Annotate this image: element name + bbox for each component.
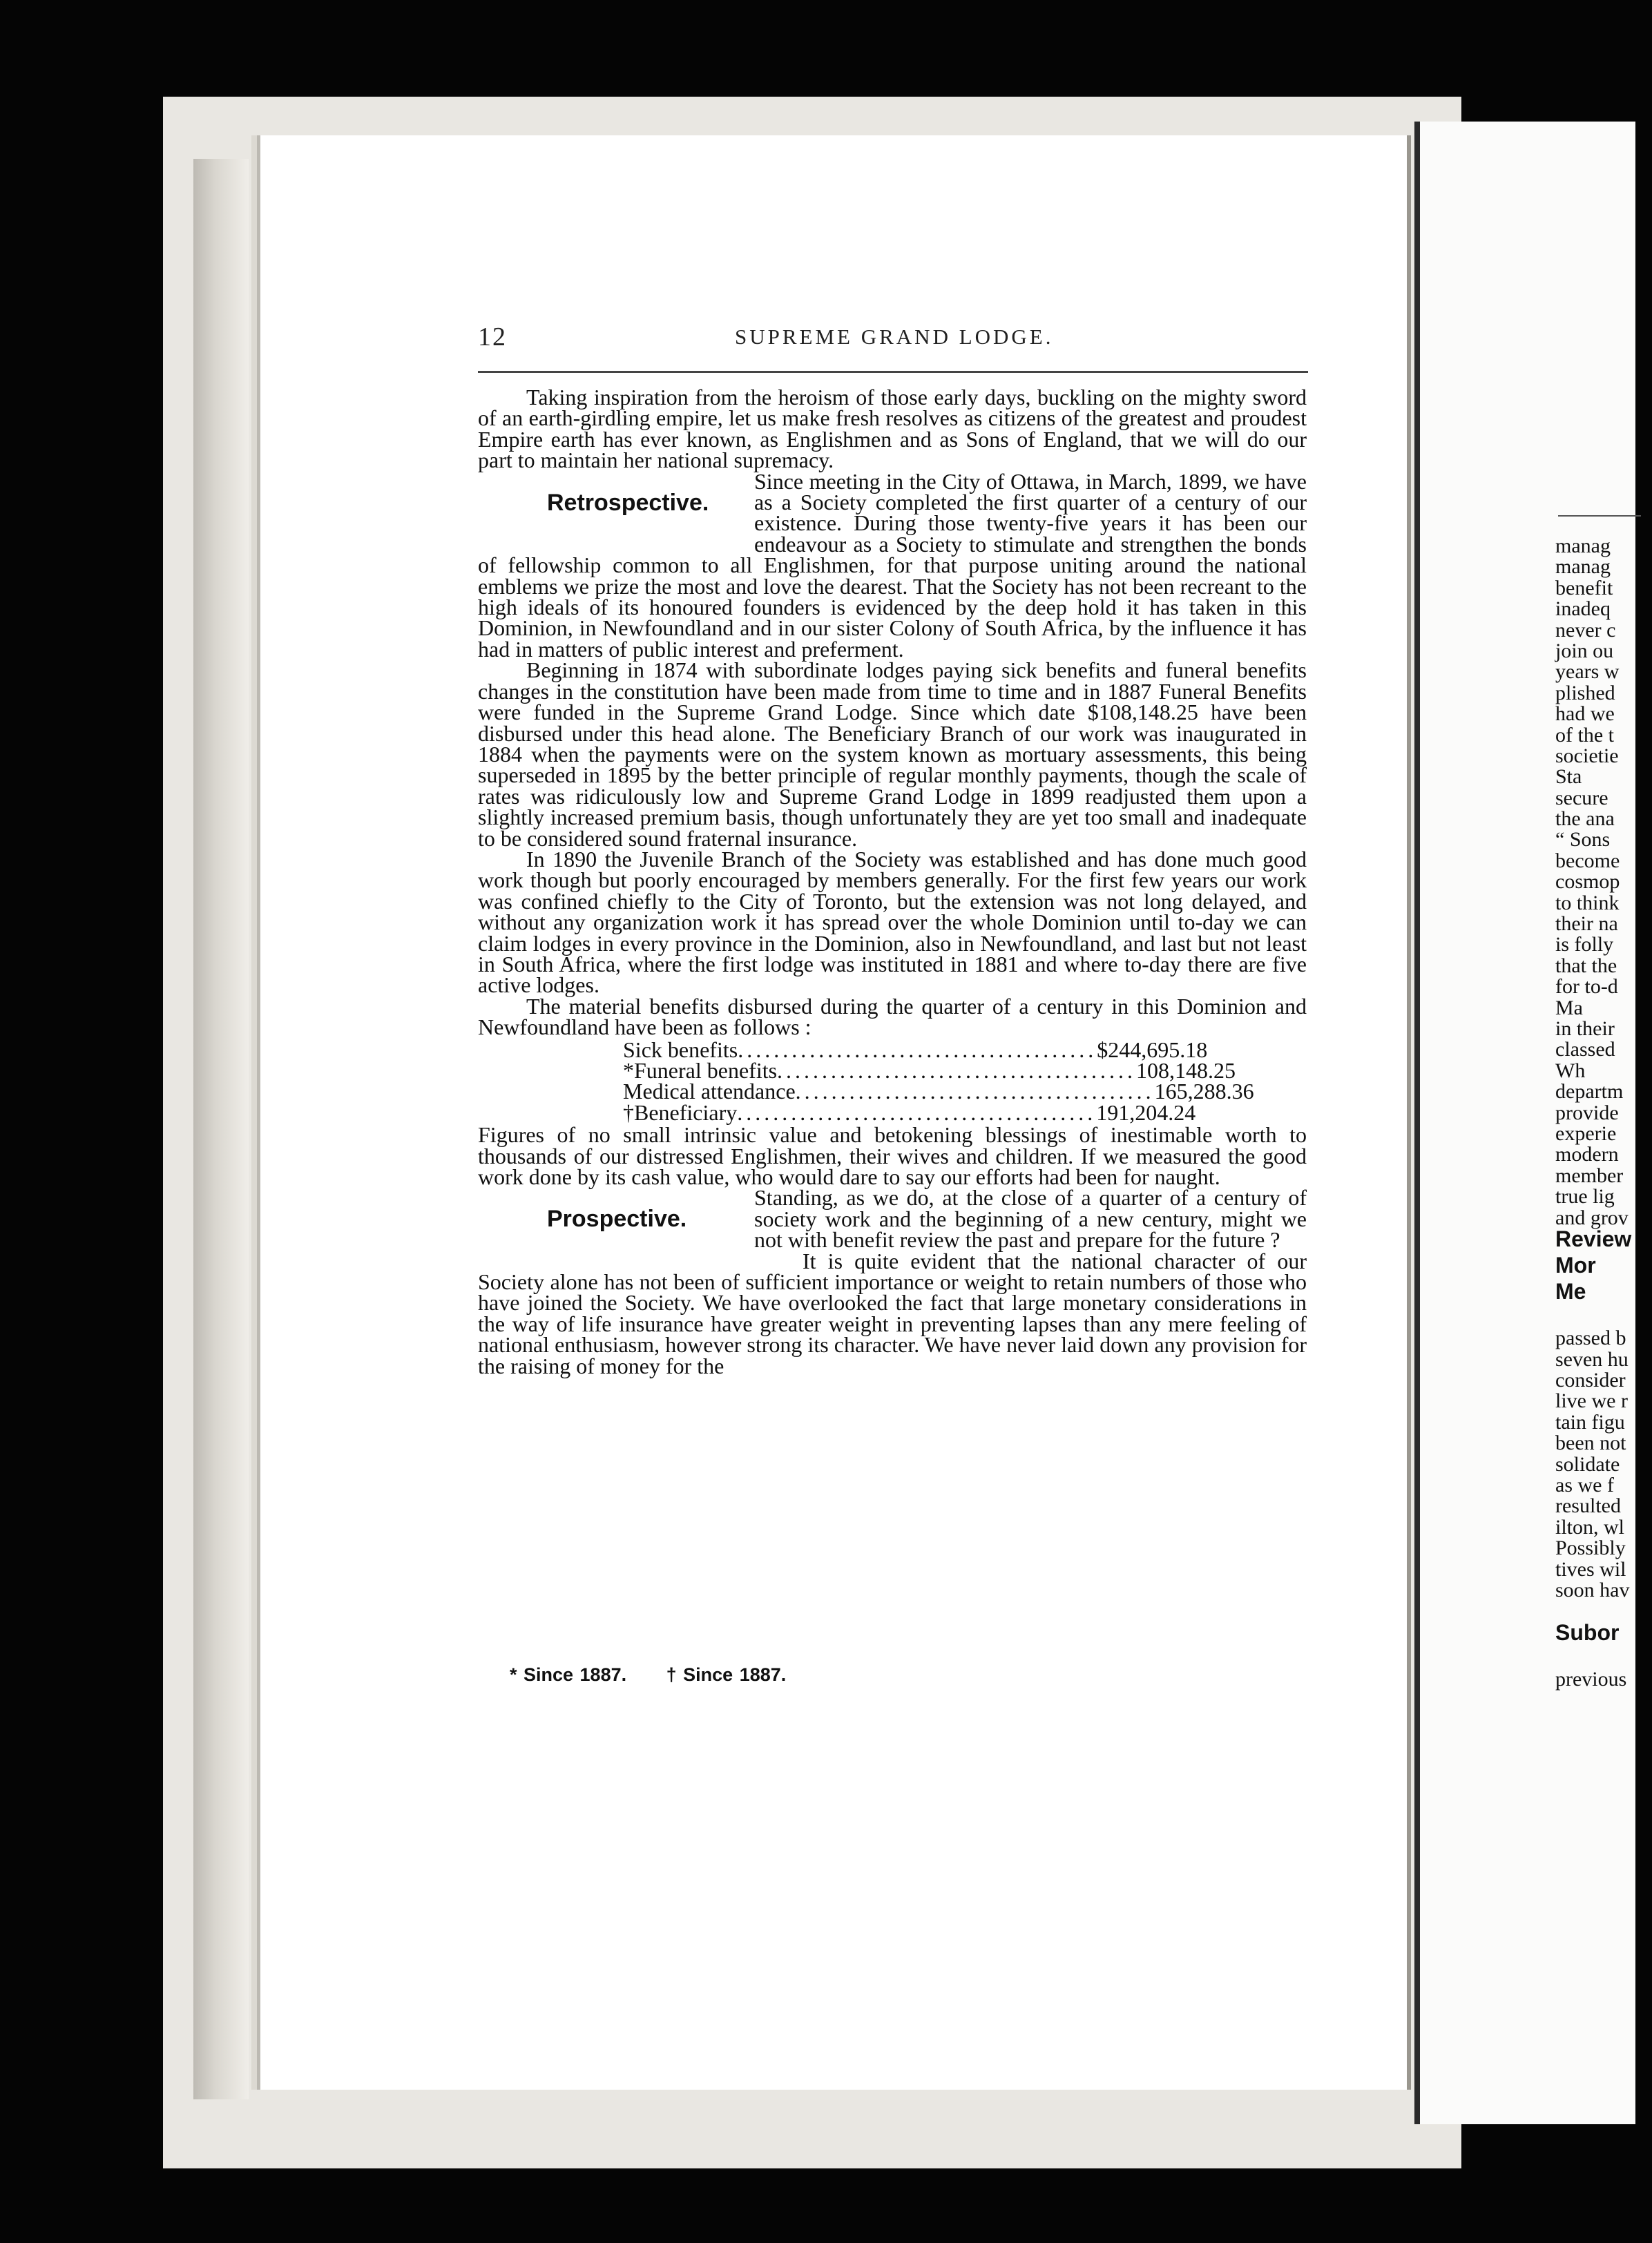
retrospective-paragraph-4: The material benefits disbursed during the quarter of a century in this Dominion and Newfoundland have been as follows : [478, 993, 1307, 1040]
facing-line-fragment: and grov [1555, 1206, 1629, 1229]
footnote-beneficiary: † Since 1887. [666, 1664, 787, 1685]
facing-line-fragment: Sta [1555, 765, 1582, 789]
prospective-paragraph-1 [478, 1185, 1307, 1253]
facing-line-fragment: resulted [1555, 1494, 1621, 1518]
book-binding-edge [193, 159, 249, 2099]
facing-line-fragment: Possibly [1555, 1537, 1626, 1560]
facing-line-fragment: plished [1555, 681, 1615, 704]
retrospective-paragraph-3: In 1890 the Juvenile Branch of the Society was established and has done much good work though but poorly encouraged by members generally. For the first few years our work was confined chiefly to the City of Toronto, but the extension was not long delayed, and without any organization work it has spread over the whole Dominion until to-day we can claim lodges in every province in the Dominion, also in Newfoundland, and last but not least in South Africa, where the first lodge was instituted in 1881 and where to-day there are five active lodges. [478, 846, 1307, 998]
facing-line-fragment: to think [1555, 891, 1620, 914]
facing-line-fragment [1555, 1601, 1652, 1621]
facing-line-fragment: soon hav [1555, 1578, 1630, 1601]
facing-line-fragment: passed b [1555, 1327, 1626, 1350]
prospective-paragraph-1-text: Standing, as we do, at the close of a quarter of a century of society work and the beginning of a new century, might we not with benefit review the past and prepare for the future ? [754, 1185, 1307, 1253]
intro-paragraph: Taking inspiration from the heroism of those early days, buckling on the mighty sword of an earth-girdling empire, let us make fresh resolves as citizens of the greatest and proudest Empire earth has ever known, as Englishmen and as Sons of England, that we will do our part to maintain her national supremacy. [478, 385, 1307, 473]
facing-line-fragment: modern [1555, 1143, 1619, 1166]
facing-line-fragment: seven hu [1555, 1347, 1629, 1371]
page-header [478, 322, 1316, 363]
facing-line-fragment: is folly [1555, 933, 1614, 956]
retrospective-paragraph-1-text: Since meeting in the City of Ottawa, in March, 1899, we have as a Society completed the first quarter of a century of our existence. During those twenty-five years it has been our endeavour as a Society to stimulate and strengthen the bonds of fellowship common to all Englishmen, for that purpose uniting around the national emblems we prize the most and love the dearest. That the Society has not been recreant to the high ideals of its honoured founders is evidenced by the deep hold it has taken in this Dominion, in Newfoundland and in our sister Colony of South Africa, by the influence it has had in matters of public interest and preferment. [478, 468, 1307, 662]
footnotes [510, 1664, 819, 1686]
retrospective-paragraph-5: Figures of no small intrinsic value and betokening blessings of inestimable worth to thousands of our distressed Englishmen, their wives and children. If we measured the good work done by its cash value, who would dare to say our efforts had been for naught. [478, 1122, 1307, 1190]
facing-line-fragment: member [1555, 1164, 1624, 1187]
running-head: SUPREME GRAND LODGE. [735, 325, 1054, 349]
facing-line-fragment: their na [1555, 912, 1618, 936]
facing-line-fragment: that the [1555, 954, 1617, 977]
benefit-label: Medical attendance [623, 1079, 796, 1104]
benefit-value: 108,148.25 [1136, 1058, 1236, 1083]
benefit-label: †Beneficiary [623, 1099, 738, 1125]
facing-line-fragment: experie [1555, 1122, 1617, 1145]
facing-line-fragment: secure [1555, 786, 1608, 809]
facing-line-fragment: in their [1555, 1017, 1615, 1040]
facing-line-fragment: join ou [1555, 639, 1614, 662]
facing-line-fragment: never c [1555, 618, 1616, 642]
facing-heading-fragment: Review [1555, 1226, 1632, 1251]
retrospective-heading: Retrospective. [547, 489, 709, 516]
facing-line-fragment [1555, 1648, 1652, 1669]
facing-line-fragment: consider [1555, 1369, 1626, 1392]
facing-line-fragment [1555, 1307, 1652, 1328]
benefits-row [623, 1037, 1208, 1062]
facing-line-fragment: departm [1555, 1080, 1624, 1104]
facing-line-fragment: had we [1555, 702, 1615, 726]
facing-line-fragment: societie [1555, 744, 1619, 767]
header-rule [478, 371, 1308, 373]
benefit-label: Sick benefits [623, 1037, 738, 1062]
facing-line-fragment: true lig [1555, 1185, 1615, 1209]
facing-line-fragment: cosmop [1555, 870, 1620, 894]
facing-heading-fragment: Me [1555, 1278, 1586, 1304]
article-body [478, 387, 1307, 1376]
benefit-value: $244,695.18 [1097, 1037, 1208, 1062]
facing-line-fragment: “ Sons [1555, 828, 1611, 851]
benefits-row [623, 1099, 1196, 1125]
facing-line-fragment: classed [1555, 1038, 1615, 1061]
facing-line-fragment: ilton, wl [1555, 1515, 1625, 1539]
facing-line-fragment: benefit [1555, 576, 1613, 599]
benefits-row [623, 1079, 1254, 1104]
page-number: 12 [478, 323, 507, 352]
facing-line-fragment: as we f [1555, 1474, 1614, 1497]
prospective-paragraph-2: It is quite evident that the national character of our Society alone has not been of sufficient importance or weight to retain numbers of those who have joined the Society. We have overlooked the fact that large monetary considerations in the way of life insurance have greater weight in preventing lapses than any mere feeling of national enthusiasm, however strong its character. We have never laid down any provision for the raising of money for the [478, 1248, 1307, 1378]
facing-page-text [1555, 536, 1652, 1691]
benefit-label: *Funeral benefits [623, 1058, 778, 1083]
leader-dots: ........................................ [795, 1079, 1155, 1104]
retrospective-paragraph-2: Beginning in 1874 with subordinate lodges paying sick benefits and funeral benefits changes in the constitution have been made from time to time and in 1887 Funeral Benefits were funded in the Supreme Grand Lodge. Since which date $108,148.25 have been disbursed under this head alone. The Beneficiary Branch of our work was inaugurated in 1884 when the payments were on the system known as mortuary assessments, this being superseded in 1895 by the better principle of regular monthly payments, though the scale of rates was ridiculously low and Supreme Grand Lodge in 1899 readjusted them upon a slightly increased premium basis, though unfortunately they are yet too small and inadequate to be considered sound fraternal insurance. [478, 657, 1307, 851]
facing-line-fragment: live we r [1555, 1389, 1628, 1413]
facing-heading-fragment: Subor [1555, 1619, 1620, 1645]
facing-line-fragment: inadeq [1555, 597, 1611, 621]
leader-dots: ........................................ [738, 1037, 1097, 1062]
footnote-funeral: * Since 1887. [510, 1664, 627, 1685]
facing-line-fragment: previous [1555, 1668, 1627, 1691]
facing-header-rule [1558, 515, 1641, 517]
facing-line-fragment: Wh [1555, 1059, 1586, 1082]
facing-line-fragment: become [1555, 849, 1620, 872]
facing-line-fragment: years w [1555, 660, 1620, 684]
prospective-heading: Prospective. [547, 1206, 687, 1233]
benefit-value: 191,204.24 [1096, 1099, 1196, 1125]
facing-line-fragment: the ana [1555, 807, 1615, 831]
facing-line-fragment: been not [1555, 1432, 1626, 1455]
facing-page [1414, 122, 1635, 2124]
facing-heading-fragment: Mor [1555, 1252, 1596, 1278]
facing-line-fragment: manag [1555, 535, 1611, 557]
facing-line-fragment: provide [1555, 1101, 1619, 1124]
facing-line-fragment: solidate [1555, 1452, 1620, 1476]
benefits-row [623, 1058, 1236, 1083]
facing-line-fragment: of the t [1555, 723, 1614, 747]
facing-line-fragment: for to-d [1555, 975, 1618, 999]
leader-dots: ........................................ [737, 1099, 1097, 1125]
facing-line-fragment: tives wil [1555, 1557, 1626, 1581]
benefit-value: 165,288.36 [1154, 1079, 1254, 1104]
facing-line-fragment: manag [1555, 555, 1611, 579]
facing-line-fragment: tain figu [1555, 1410, 1625, 1434]
retrospective-paragraph-1 [478, 468, 1307, 662]
facing-line-fragment: Ma [1555, 996, 1583, 1019]
leader-dots: ........................................ [777, 1058, 1137, 1083]
benefits-table [623, 1039, 1307, 1124]
